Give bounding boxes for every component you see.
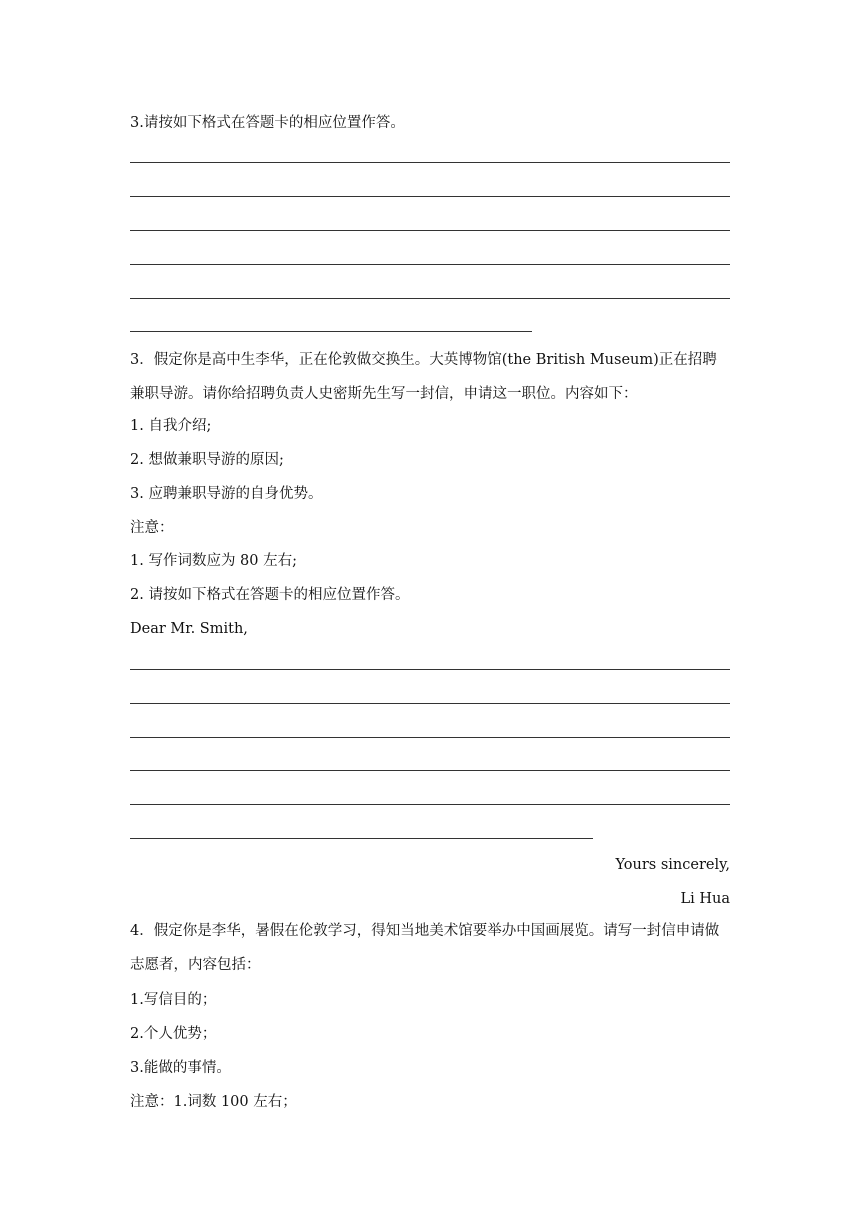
answer-line xyxy=(130,331,532,332)
question-4-point: 3.能做的事情。 xyxy=(130,1060,231,1076)
question-4-point: 1.写信目的； xyxy=(130,992,217,1008)
note-label: 注意： xyxy=(130,520,174,536)
answer-line xyxy=(130,230,730,231)
note-item: 1. 写作词数应为 80 左右; xyxy=(130,553,297,569)
answer-line xyxy=(130,703,730,704)
answer-line xyxy=(130,737,730,738)
answer-line xyxy=(130,804,730,805)
answer-line xyxy=(130,838,593,839)
question-3-point: 2. 想做兼职导游的原因; xyxy=(130,452,284,468)
note-item: 2. 请按如下格式在答题卡的相应位置作答。 xyxy=(130,587,410,603)
answer-line xyxy=(130,770,730,771)
question-4-prompt: 4．假定你是李华，暑假在伦敦学习，得知当地美术馆要举办中国画展览。请写一封信申请做志愿者，内容包括： xyxy=(130,923,720,973)
question-3-prompt: 3．假定你是高中生李华，正在伦敦做交换生。大英博物馆(the British Museum)正在招聘兼职导游。请你给招聘负责人史密斯先生写一封信，申请这一职位。内容如下： xyxy=(130,352,717,402)
letter-signature: Li Hua xyxy=(680,891,730,907)
question-4-note: 注意：1.词数 100 左右； xyxy=(130,1094,297,1110)
format-instruction: 3.请按如下格式在答题卡的相应位置作答。 xyxy=(130,115,405,131)
question-3-point: 1. 自我介绍; xyxy=(130,418,212,434)
answer-line xyxy=(130,669,730,670)
letter-closing: Yours sincerely, xyxy=(615,857,730,873)
letter-salutation: Dear Mr. Smith, xyxy=(130,621,248,637)
question-4-point: 2.个人优势； xyxy=(130,1026,217,1042)
answer-line xyxy=(130,196,730,197)
answer-line xyxy=(130,264,730,265)
answer-line xyxy=(130,298,730,299)
answer-line xyxy=(130,162,730,163)
question-3-point: 3. 应聘兼职导游的自身优势。 xyxy=(130,486,323,502)
